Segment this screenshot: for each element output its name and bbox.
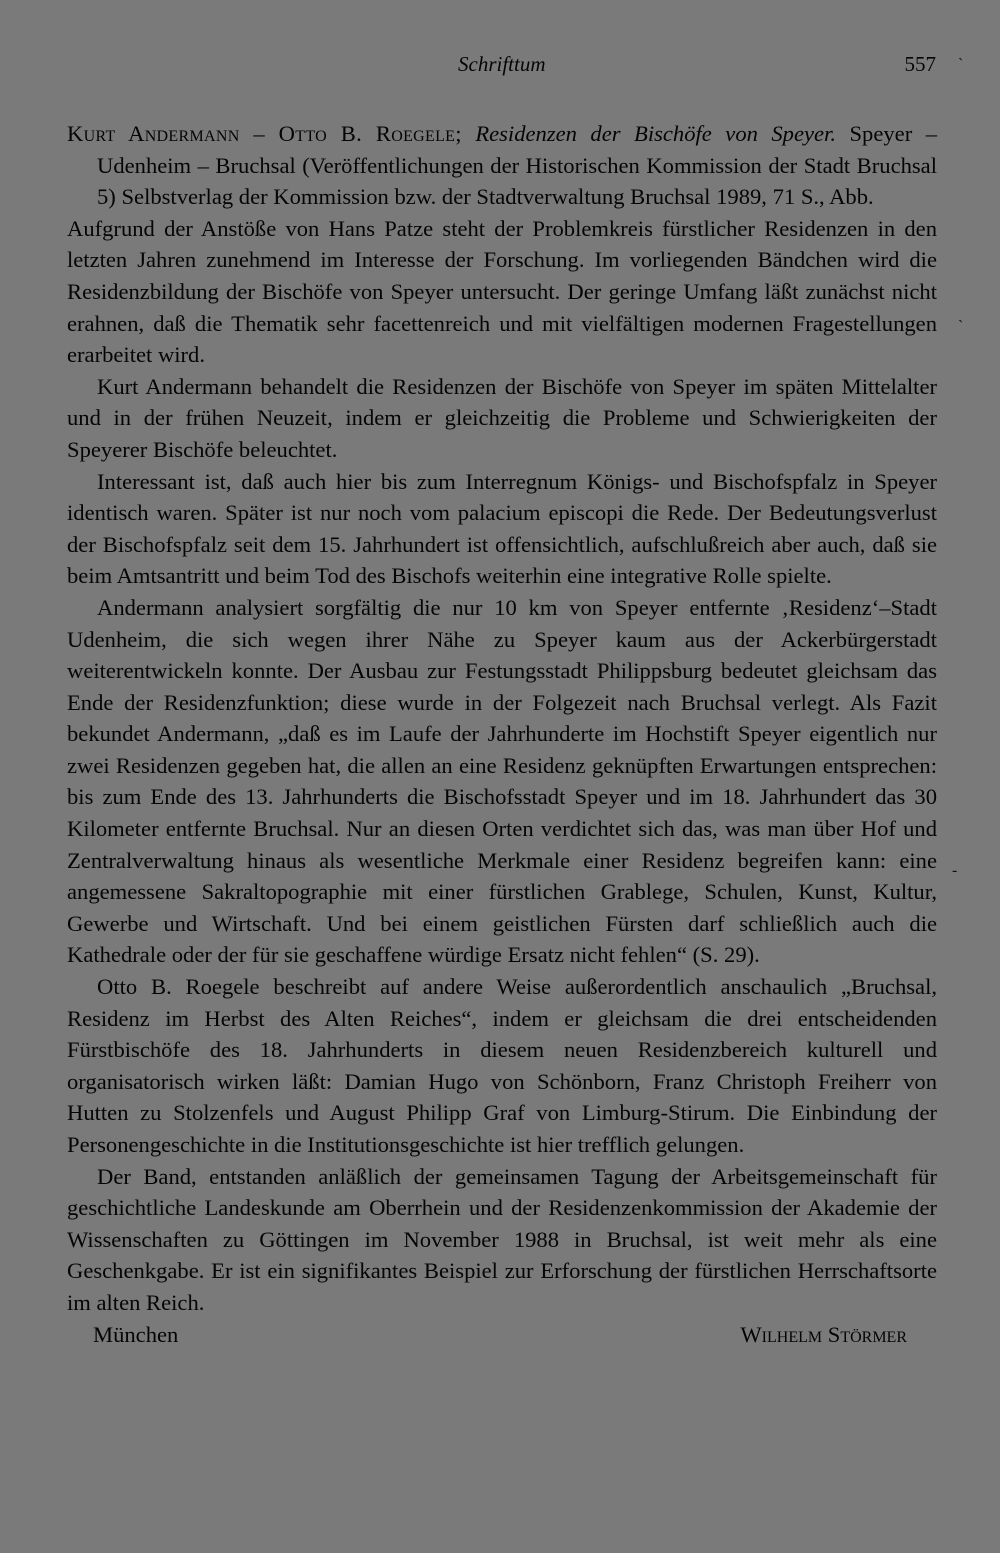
signoff-author: Wilhelm Störmer <box>740 1321 907 1347</box>
signoff-place: München <box>93 1321 179 1347</box>
margin-mark: - <box>952 862 958 879</box>
running-title: Schrifttum <box>458 52 546 76</box>
paragraph: Aufgrund der Anstöße von Hans Patze steht der Problemkreis fürstlicher Residenzen in den letzten Jahren zunehmend im Interesse der Forschung. Im vorliegenden Bändchen wird die Residenzbildung der Bischöfe von Speyer untersucht. Der geringe Umfang läßt zunächst nicht erahnen, daß die Thematik sehr facettenreich und mit vielfältigen modernen Fragestellungen erarbeitet wird. <box>67 215 937 368</box>
signoff <box>67 1319 937 1351</box>
reference-title: Residenzen der Bischöfe von Speyer. <box>475 121 836 146</box>
margin-mark: ˋ <box>958 56 964 73</box>
margin-mark: ˋ <box>958 318 964 335</box>
page-number: 557 <box>904 52 936 76</box>
reference-authors: Kurt Andermann – Otto B. Roegele; <box>67 121 462 146</box>
review-body <box>67 118 937 1351</box>
running-head <box>0 52 1000 82</box>
paragraph: Kurt Andermann behandelt die Residenzen der Bischöfe von Speyer im späten Mittelalter und in der frühen Neuzeit, indem er gleichzeitig die Probleme und Schwierigkeiten der Speyerer Bischöfe beleuchtet. <box>67 373 937 462</box>
bibliographic-reference <box>67 118 937 213</box>
paragraph: Otto B. Roegele beschreibt auf andere Weise außerordentlich anschaulich „Bruchsal, Residenz im Herbst des Alten Reiches“, indem er gleichsam die drei entscheidenden Fürstbischöfe des 18. Jahrhunderts in diesem neuen Residenzbereich kulturell und organisatorisch wirken läßt: Damian Hugo von Schönborn, Franz Christoph Freiherr von Hutten zu Stolzenfels und August Philipp Graf von Limburg-Stirum. Die Einbindung der Personengeschichte in die Institutionsgeschichte ist hier trefflich gelungen. <box>67 974 937 1157</box>
paragraph: Andermann analysiert sorgfältig die nur 10 km von Speyer entfernte ‚Residenz‘–Stadt Udenheim, die sich wegen ihrer Nähe zu Speyer kaum aus der Ackerbürgerstadt weiterentwickeln konnte. Der Ausbau zur Festungsstadt Philippsburg bedeutet gleichsam das Ende der Residenzfunktion; diese wurde in der Folgezeit nach Bruchsal verlegt. Als Fazit bekundet Andermann, „daß es im Laufe der Jahrhunderte im Hochstift Speyer eigentlich nur zwei Residenzen gegeben hat, die allen an eine Residenz geknüpften Erwartungen entsprechen: bis zum Ende des 13. Jahrhunderts die Bischofsstadt Speyer und im 18. Jahrhundert das 30 Kilometer entfernte Bruchsal. Nur an diesen Orten verdichtet sich das, was man über Hof und Zentralverwaltung hinaus als wesentliche Merkmale einer Residenz begreifen kann: eine angemessene Sakraltopographie mit einer fürstlichen Grablege, Schulen, Kunst, Kultur, Gewerbe und Wirtschaft. Und bei einem geistlichen Fürsten darf schließlich auch die Kathedrale oder der für sie geschaffene würdige Ersatz nicht fehlen“ (S. 29). <box>67 594 937 968</box>
paragraph: Der Band, entstanden anläßlich der gemeinsamen Tagung der Arbeitsgemeinschaft für geschichtliche Landeskunde am Oberrhein und der Residenzenkommission der Akademie der Wissenschaften zu Göttingen im November 1988 in Bruchsal, ist weit mehr als eine Geschenkgabe. Er ist ein signifikantes Beispiel zur Erforschung der fürstlichen Herrschaftsorte im alten Reich. <box>67 1163 937 1315</box>
paragraph: Interessant ist, daß auch hier bis zum Interregnum Königs- und Bischofspfalz in Speyer identisch waren. Später ist nur noch vom palacium episcopi die Rede. Der Bedeutungsverlust der Bischofspfalz seit dem 15. Jahrhundert ist offensichtlich, aufschlußreich aber auch, daß sie beim Amtsantritt und beim Tod des Bischofs weiterhin eine integrative Rolle spielte. <box>67 468 937 589</box>
reference-details: Speyer – Udenheim – Bruchsal (Veröffentlichungen der Historischen Kommission der Stadt Bruchsal 5) Selbstverlag der Kommission bzw. der Stadtverwaltung Bruchsal 1989, 71 S., Abb. <box>97 121 937 210</box>
